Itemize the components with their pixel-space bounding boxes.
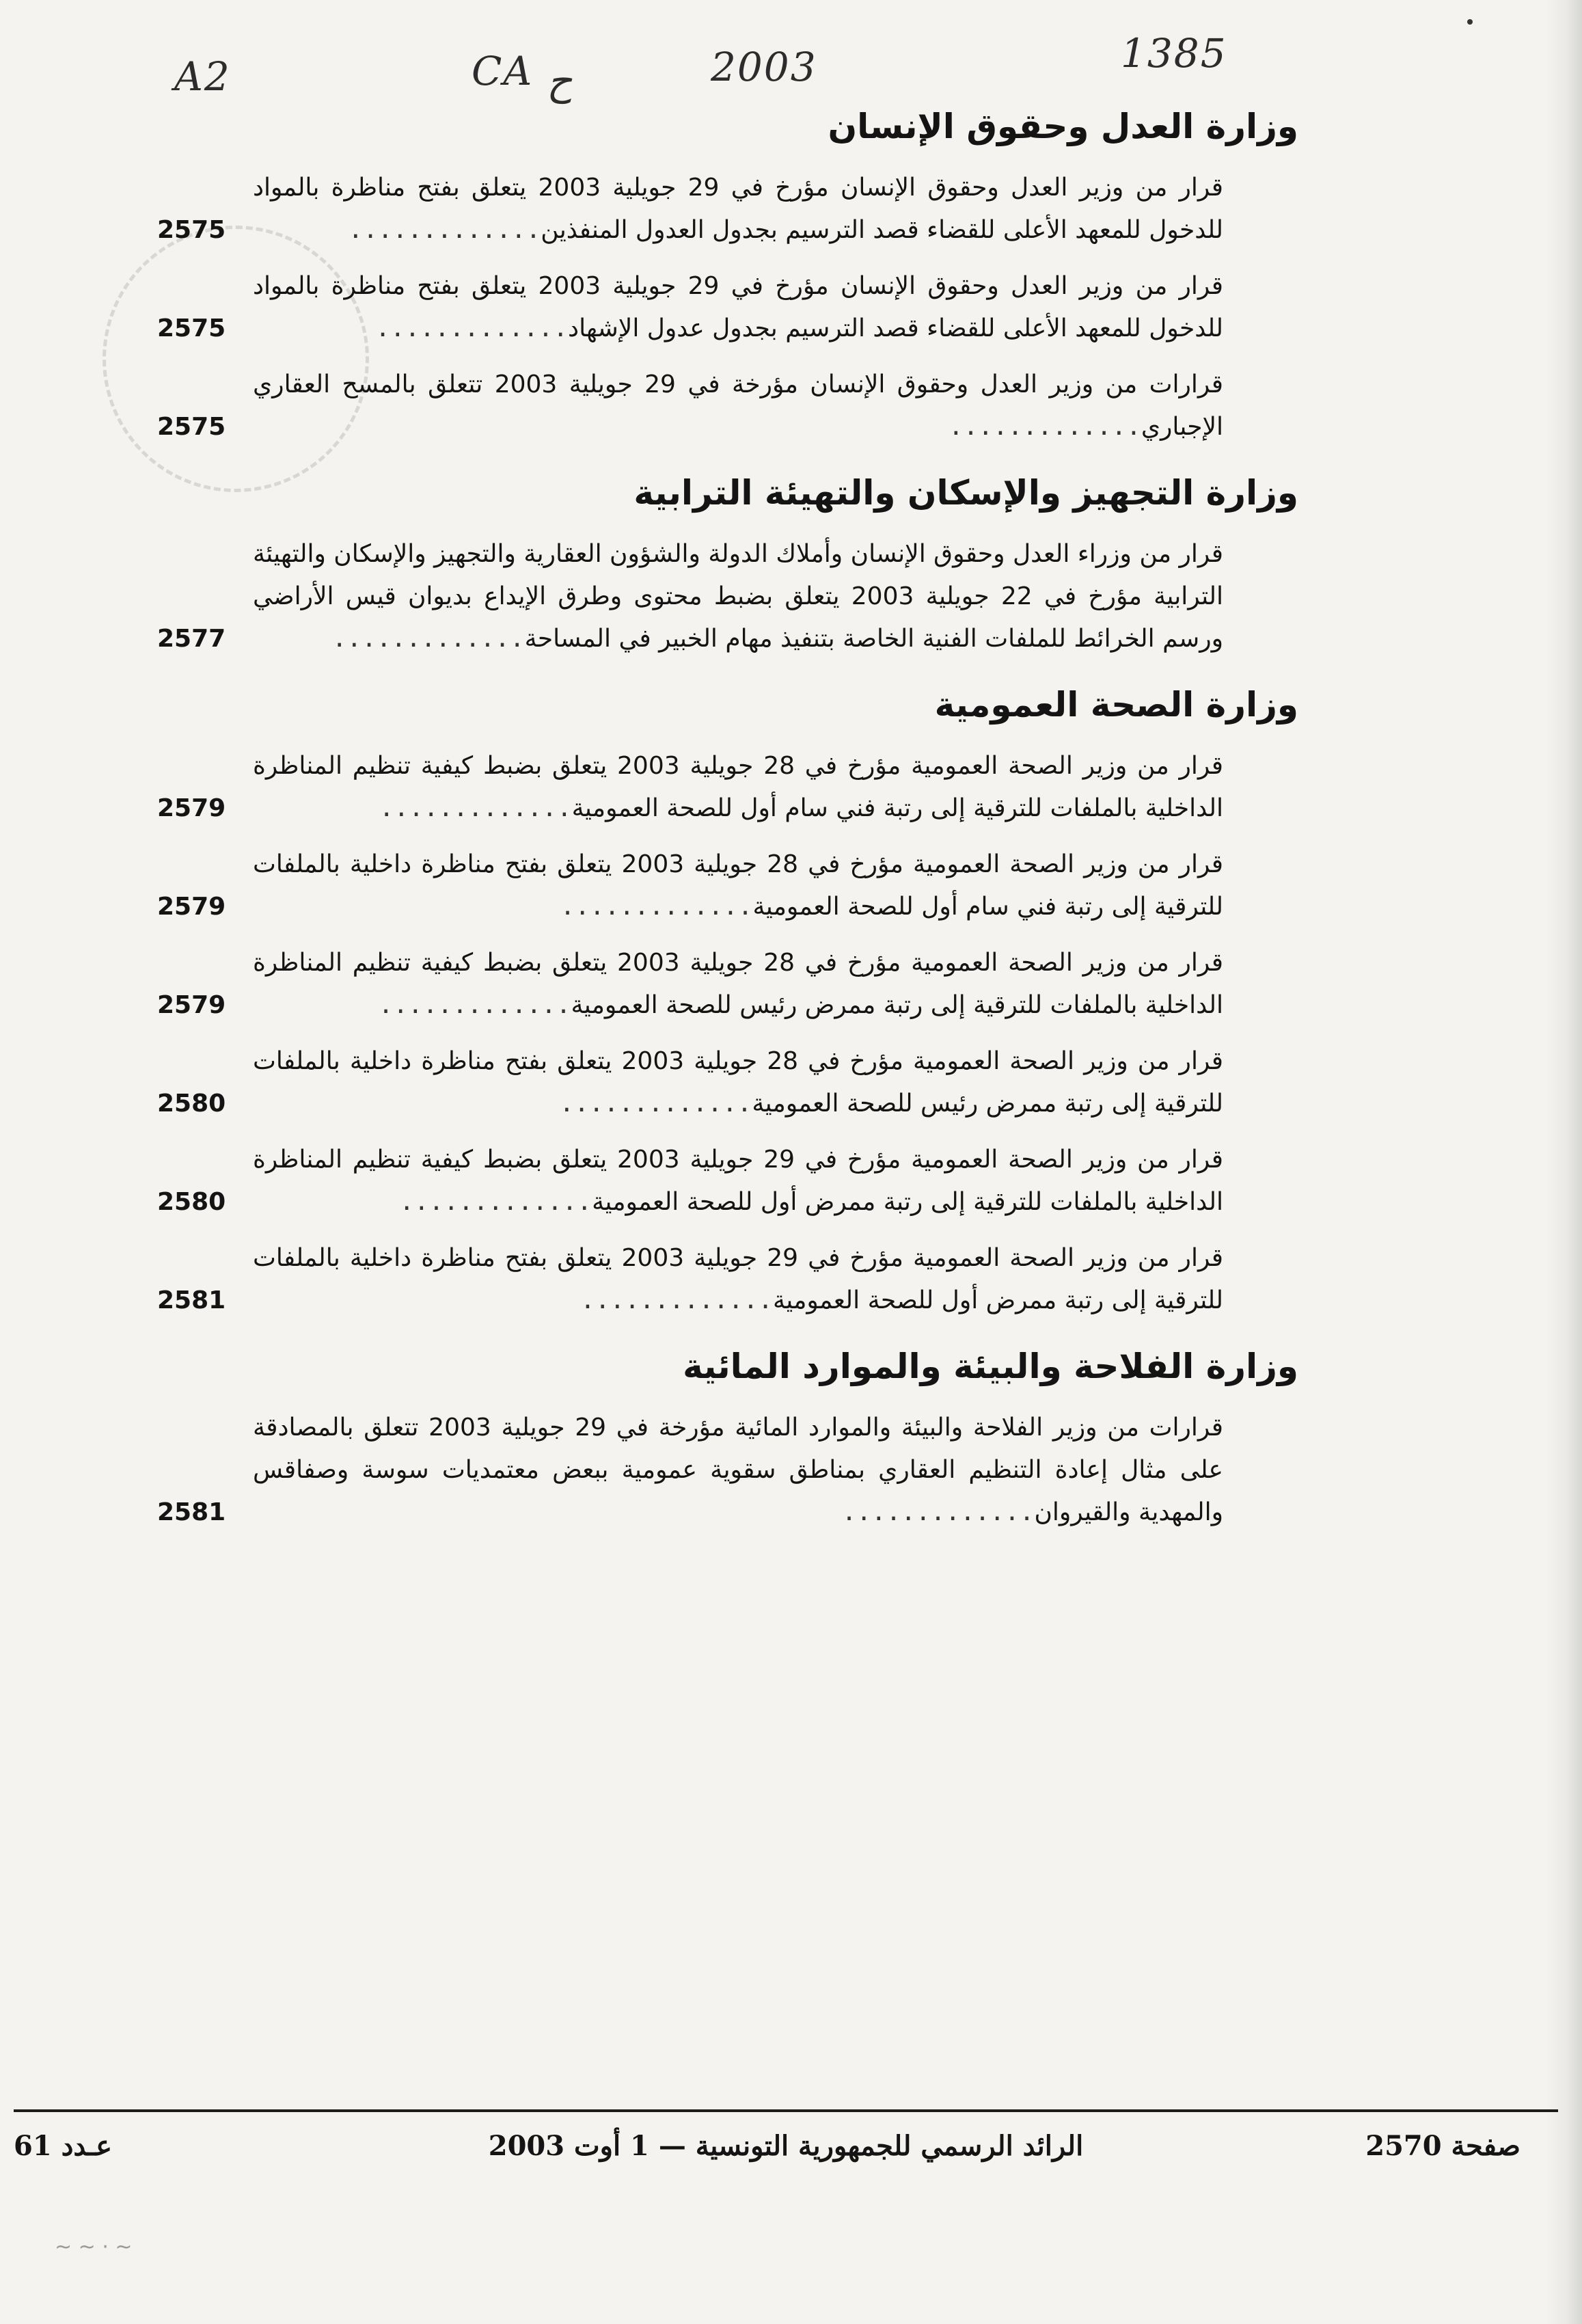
leader-dots: ............. [379, 794, 572, 822]
leader-dots: ............. [331, 625, 525, 653]
toc-entry-title: قرار من وزير العدل وحقوق الإنسان مؤرخ في 29 جويلية 2003 يتعلق بفتح مناظرة بالمواد للدخول للمعهد الأعلى للقضاء قصد الترسيم بجدول العدول المنفذين [253, 174, 1223, 244]
footer-issue-label: عـدد [61, 2130, 113, 2162]
scan-edge-shadow [1546, 0, 1582, 2324]
ministry-section [157, 469, 1298, 660]
toc-entry-title: قرارات من وزير العدل وحقوق الإنسان مؤرخة في 29 جويلية 2003 تتعلق بالمسح العقاري الإجباري [253, 370, 1223, 441]
toc-entry [157, 1139, 1223, 1224]
leader-dots: ............. [348, 216, 541, 244]
table-of-contents [157, 103, 1298, 1554]
toc-entry [157, 364, 1223, 448]
leader-dots: ............. [375, 314, 569, 342]
toc-entry-title: قرار من وزير الصحة العمومية مؤرخ في 28 جويلية 2003 يتعلق بضبط كيفية تنظيم المناظرة الداخلية بالملفات للترقية إلى رتبة ممرض رئيس للصحة العمومية [253, 949, 1223, 1019]
leader-dots: ............. [580, 1286, 773, 1314]
toc-entry [157, 1237, 1223, 1322]
ministry-section [157, 103, 1298, 448]
binding-hole [1467, 19, 1473, 25]
footer-page-label: صفحة [1451, 2130, 1520, 2162]
toc-entry-text [157, 167, 1223, 252]
toc-entry-text [157, 265, 1223, 350]
toc-entry-title: قرار من وزير الصحة العمومية مؤرخ في 29 جويلية 2003 يتعلق بفتح مناظرة داخلية بالملفات للترقية إلى رتبة ممرض أول للصحة العمومية [253, 1244, 1224, 1314]
toc-page-number: 2577 [157, 625, 226, 653]
toc-entry-text [157, 745, 1223, 830]
toc-entry-text [157, 1237, 1223, 1322]
footer-separator: — [658, 2130, 686, 2162]
toc-entry-text [157, 942, 1223, 1027]
footer-page [1365, 2126, 1520, 2167]
toc-entry-text [157, 1040, 1223, 1125]
handwritten-mark-right: 1385 [1121, 30, 1227, 77]
toc-page-number: 2579 [157, 991, 226, 1019]
footer-rule [14, 2109, 1558, 2112]
ministry-section [157, 1342, 1298, 1534]
handwritten-mark-year: 2003 [711, 44, 817, 90]
toc-entry [157, 745, 1223, 830]
toc-entry-title: قرار من وزير الصحة العمومية مؤرخ في 28 جويلية 2003 يتعلق بضبط كيفية تنظيم المناظرة الداخلية بالملفات للترقية إلى رتبة فني سام أول للصحة العمومية [253, 752, 1223, 822]
toc-entry [157, 843, 1223, 928]
ministry-title: وزارة التجهيز والإسكان والتهيئة الترابية [633, 473, 1298, 513]
toc-page-number: 2580 [157, 1090, 226, 1118]
ministry-section [157, 681, 1298, 1322]
leader-dots: ............. [949, 413, 1141, 441]
toc-entry-title: قرارات من وزير الفلاحة والبيئة والموارد المائية مؤرخة في 29 جويلية 2003 تتعلق بالمصادقة على مثال إعادة التنظيم العقاري بمناطق سقوية عمومية ببعض معتمديات سوسة وصفاقس والمهدية والقيروان [253, 1414, 1223, 1526]
leader-dots: ............. [399, 1188, 592, 1216]
toc-entry [157, 1407, 1223, 1534]
toc-page-number: 2581 [157, 1498, 226, 1526]
ministry-title: وزارة العدل وحقوق الإنسان [828, 107, 1298, 146]
ministry-title: وزارة الفلاحة والبيئة والموارد المائية [683, 1347, 1298, 1386]
leader-dots: ............. [841, 1498, 1035, 1526]
toc-entry-title: قرار من وزير الصحة العمومية مؤرخ في 29 جويلية 2003 يتعلق بضبط كيفية تنظيم المناظرة الداخلية بالملفات للترقية إلى رتبة ممرض أول للصحة العمومية [253, 1146, 1223, 1216]
handwritten-mark-ca: CA [472, 48, 534, 94]
leader-dots: ............. [378, 991, 571, 1019]
toc-entry-title: قرار من وزير الصحة العمومية مؤرخ في 28 جويلية 2003 يتعلق بفتح مناظرة داخلية بالملفات للترقية إلى رتبة فني سام أول للصحة العمومية [253, 850, 1224, 921]
footer-issue-number: 61 [14, 2130, 52, 2162]
handwritten-mark-left: A2 [174, 53, 231, 100]
footer-journal-title: الرائد الرسمي للجمهورية التونسية [695, 2130, 1084, 2162]
toc-entry [157, 942, 1223, 1027]
toc-entry [157, 167, 1223, 252]
toc-entry-text [157, 533, 1223, 660]
toc-entry-title: قرار من وزراء العدل وحقوق الإنسان وأملاك الدولة والشؤون العقارية والتجهيز والإسكان والتهيئة الترابية مؤرخ في 22 جويلية 2003 يتعلق بضبط محتوى وطرق الإيداع بديوان قيس الأراضي ورسم الخرائط للملفات الفنية الخاصة بتنفيذ مهام الخبير في المساحة [253, 540, 1224, 653]
toc-page-number: 2575 [157, 413, 226, 441]
leader-dots: ............. [560, 893, 753, 921]
toc-entry-title: قرار من وزير العدل وحقوق الإنسان مؤرخ في 29 جويلية 2003 يتعلق بفتح مناظرة بالمواد للدخول للمعهد الأعلى للقضاء قصد الترسيم بجدول عدول الإشهاد [253, 272, 1223, 342]
footer-page-number: 2570 [1365, 2130, 1442, 2162]
footer-journal [410, 2126, 1162, 2167]
ministry-title: وزارة الصحة العمومية [934, 685, 1298, 725]
toc-entry [157, 265, 1223, 350]
toc-page-number: 2579 [157, 893, 226, 921]
footer-date: 1 أوت 2003 [488, 2130, 649, 2162]
toc-entry [157, 1040, 1223, 1125]
toc-entry-text [157, 1407, 1223, 1534]
handwritten-mark-center: ح [547, 57, 573, 104]
toc-page-number: 2580 [157, 1188, 226, 1216]
scan-noise: ~ ~ · ~ [55, 2235, 133, 2259]
toc-entry-text [157, 843, 1223, 928]
toc-page-number: 2579 [157, 794, 226, 822]
toc-entry-text [157, 364, 1223, 448]
toc-page-number: 2581 [157, 1286, 226, 1314]
footer-issue [14, 2126, 112, 2167]
toc-entry-text [157, 1139, 1223, 1224]
toc-page-number: 2575 [157, 314, 226, 342]
toc-entry [157, 533, 1223, 660]
toc-page-number: 2575 [157, 216, 226, 244]
toc-entry-title: قرار من وزير الصحة العمومية مؤرخ في 28 جويلية 2003 يتعلق بفتح مناظرة داخلية بالملفات للترقية إلى رتبة ممرض رئيس للصحة العمومية [253, 1047, 1224, 1118]
leader-dots: ............. [559, 1090, 752, 1118]
